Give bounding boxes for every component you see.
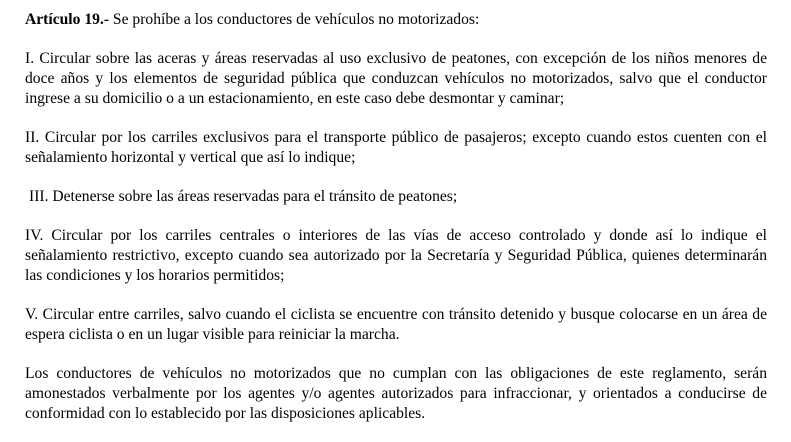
paragraph-fraction-2: II. Circular por los carriles exclusivos para el transporte público de pasajeros; excepto cuando estos cuenten con el señalamiento horizontal y vertical que así lo indique; bbox=[25, 129, 767, 166]
article-label: Artículo 19.- bbox=[25, 11, 110, 28]
article-heading bbox=[25, 10, 767, 30]
paragraph-fraction-1: I. Circular sobre las aceras y áreas reservadas al uso exclusivo de peatones, con excepción de los niños menores de doce años y los elementos de seguridad pública que conduzcan vehículos no motorizados, salvo que el conductor ingrese a su domicilio o a un estacionamiento, en este caso debe desmontar y caminar; bbox=[25, 50, 767, 107]
paragraph-fraction-3: III. Detenerse sobre las áreas reservadas para el tránsito de peatones; bbox=[29, 188, 458, 205]
article-intro: Se prohíbe a los conductores de vehículos no motorizados: bbox=[109, 11, 480, 28]
paragraph-fraction-4: IV. Circular por los carriles centrales o interiores de las vías de acceso controlado y donde así lo indique el señalamiento restrictivo, excepto cuando sea autorizado por la Secretaría y Seguridad Pública, quienes determinarán las condiciones y los horarios permitidos; bbox=[25, 227, 767, 284]
paragraph-fraction-5: V. Circular entre carriles, salvo cuando el ciclista se encuentre con tránsito detenido y busque colocarse en un área de espera ciclista o en un lugar visible para reiniciar la marcha. bbox=[25, 306, 767, 343]
paragraph-sanction: Los conductores de vehículos no motorizados que no cumplan con las obligaciones de este reglamento, serán amonestados verbalmente por los agentes y/o agentes autorizados para infraccionar, y orientados a conducirse de conformidad con lo establecido por las disposiciones aplicables. bbox=[25, 365, 767, 422]
